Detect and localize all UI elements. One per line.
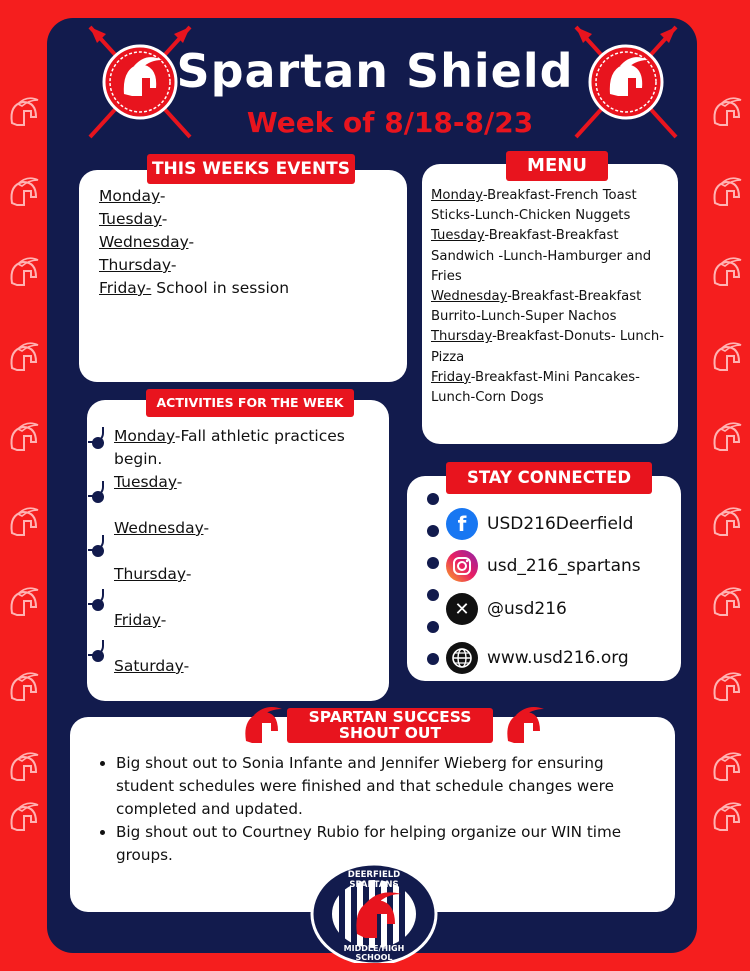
website-link[interactable] <box>446 642 629 674</box>
helmet-right-icon <box>500 703 546 749</box>
side-helmet-icon <box>709 505 743 539</box>
logo-top-text: DEERFIELD SPARTANS <box>347 870 401 890</box>
side-helmet-icon <box>6 800 40 834</box>
shoutout-label-line1: SPARTAN SUCCESS <box>308 708 472 726</box>
menu-item: Monday-Breakfast-French Toast Sticks-Lunch-Chicken Nuggets <box>431 188 637 224</box>
menu-item: Tuesday-Breakfast-Breakfast Sandwich -Lunch-Hamburger and Fries <box>431 228 652 284</box>
facebook-handle: USD216Deerfield <box>487 514 634 534</box>
facebook-link[interactable] <box>446 508 633 540</box>
side-helmet-icon <box>709 420 743 454</box>
events-item: Wednesday- <box>99 233 195 251</box>
activities-item: Monday-Fall athletic practices begin. <box>114 427 345 468</box>
x-link[interactable] <box>446 593 567 625</box>
side-helmet-icon <box>6 340 40 374</box>
logo-bottom-text: MIDDLE/HIGH SCHOOL <box>343 944 405 962</box>
facebook-icon: f <box>446 508 478 540</box>
connect-label: STAY CONNECTED <box>446 462 652 494</box>
events-label: THIS WEEKS EVENTS <box>147 154 355 184</box>
instagram-link[interactable] <box>446 550 641 582</box>
activities-item: Thursday- <box>114 565 192 583</box>
side-helmet-icon <box>709 340 743 374</box>
events-list <box>99 185 289 300</box>
side-helmet-icon <box>6 420 40 454</box>
binder-ring <box>427 589 439 601</box>
side-helmet-icon <box>709 750 743 784</box>
page-title: Spartan Shield <box>176 44 574 98</box>
side-helmet-icon <box>6 670 40 704</box>
side-helmet-icon <box>6 750 40 784</box>
shoutout-item: • Big shout out to Courtney Rubio for helping organize our WIN time groups. <box>116 821 629 867</box>
events-item: Thursday- <box>99 256 177 274</box>
x-icon: ✕ <box>446 593 478 625</box>
x-handle: @usd216 <box>487 599 567 619</box>
instagram-handle: usd_216_spartans <box>487 556 641 576</box>
side-helmet-icon <box>709 255 743 289</box>
side-helmet-icon <box>6 505 40 539</box>
shoutout-label <box>287 708 493 743</box>
week-subtitle: Week of 8/18-8/23 <box>246 106 534 139</box>
events-item: Tuesday- <box>99 210 168 228</box>
menu-item: Thursday-Breakfast-Donuts- Lunch-Pizza <box>431 329 665 365</box>
events-item: Monday- <box>99 187 166 205</box>
binder-ring <box>427 493 439 505</box>
side-helmet-icon <box>709 585 743 619</box>
activities-item: Tuesday- <box>114 473 183 491</box>
side-helmet-icon <box>6 255 40 289</box>
binder-ring <box>427 653 439 665</box>
shoutout-item: • Big shout out to Sonia Infante and Jennifer Wieberg for ensuring student schedules were finished and that schedule changes were completed and updated. <box>116 752 629 821</box>
helmet-left-icon <box>238 703 284 749</box>
side-helmet-icon <box>6 585 40 619</box>
binder-ring <box>427 525 439 537</box>
website-url: www.usd216.org <box>487 648 629 668</box>
side-helmet-icon <box>709 670 743 704</box>
menu-item: Friday-Breakfast-Mini Pancakes-Lunch-Corn Dogs <box>431 369 640 406</box>
instagram-icon <box>446 550 478 582</box>
shoutout-label-line2: SHOUT OUT <box>338 724 442 742</box>
activities-item: Friday- <box>114 611 167 629</box>
side-helmet-icon <box>709 175 743 209</box>
binder-ring <box>427 621 439 633</box>
side-helmet-icon <box>709 800 743 834</box>
shoutout-list <box>99 752 629 867</box>
events-item: Friday- School in session <box>99 279 290 297</box>
globe-icon <box>446 642 478 674</box>
menu-label: MENU <box>506 151 608 181</box>
activities-item: Wednesday- <box>114 519 210 537</box>
activities-label: ACTIVITIES FOR THE WEEK <box>146 389 354 417</box>
binder-ring <box>427 557 439 569</box>
activities-item: Saturday- <box>114 657 190 675</box>
menu-list <box>431 186 671 408</box>
menu-item: Wednesday-Breakfast-Breakfast Burrito-Lunch-Super Nachos <box>431 289 642 325</box>
side-helmet-icon <box>6 175 40 209</box>
